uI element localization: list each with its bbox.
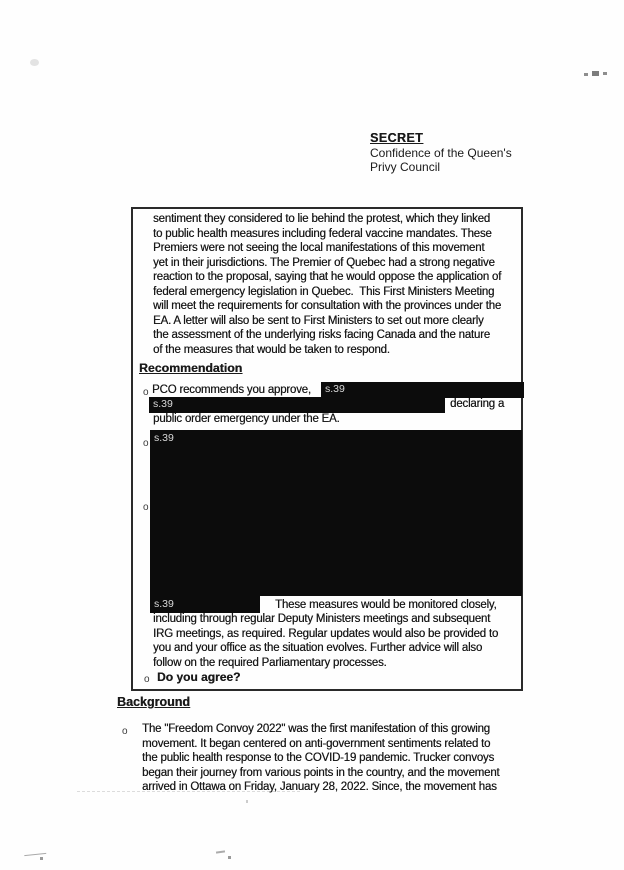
text-line: sentiment they considered to lie behind the protest, which they linked (153, 213, 490, 225)
text-line: federal emergency legislation in Quebec. This First Ministers Meeting (153, 285, 495, 298)
text-line: of the measures that would be taken to respond. (153, 343, 390, 356)
text-line: began their journey from various points in the country, and the movement (142, 766, 500, 779)
scan-artifact (30, 59, 39, 66)
scan-artifact (246, 800, 248, 803)
scan-artifact (40, 857, 43, 860)
text-line: IRG meetings, as required. Regular updates would also be provided to (153, 627, 499, 640)
intro-paragraph (153, 212, 501, 357)
bullet-marker: o (122, 726, 128, 737)
classification-level: SECRET (370, 131, 424, 145)
bullet-marker: o (143, 387, 149, 398)
scan-artifact (24, 848, 47, 856)
text-line: follow on the required Parliamentary processes. (153, 656, 387, 669)
rec-line3: public order emergency under the EA. (153, 413, 340, 425)
text-line: yet in their jurisdictions. The Premier of Quebec had a strong negative (153, 256, 495, 269)
redaction-label: s.39 (154, 432, 174, 444)
text-line: will meet the requirements for consultation with the provinces under the (153, 300, 502, 312)
memo-recommendation-box (131, 207, 523, 691)
redaction-bar (150, 596, 260, 613)
redaction-bar (149, 397, 445, 413)
text-line: you and your office as the situation evolves. Further advice will also (153, 642, 483, 654)
text-line: The "Freedom Convoy 2022" was the first manifestation of this growing (142, 723, 490, 735)
scan-artifact (592, 71, 599, 76)
monitor-first-line: These measures would be monitored closely, (275, 599, 497, 611)
agree-prompt: Do you agree? (157, 670, 241, 684)
redaction-block-large (150, 430, 522, 596)
bullet-marker: o (144, 674, 150, 685)
classification-caveat-line1: Confidence of the Queen's (370, 145, 512, 160)
redaction-label: s.39 (325, 383, 345, 395)
text-line: the public health response to the COVID-19 pandemic. Trucker convoys (142, 752, 495, 764)
recommendation-heading: Recommendation (139, 361, 243, 375)
text-line: the assessment of the underlying risks facing Canada and the nature (153, 329, 490, 341)
approve-text: PCO recommends you approve, (152, 384, 311, 396)
text-line: including through regular Deputy Ministers meetings and subsequent (153, 613, 491, 625)
text-line: EA. A letter will also be sent to First Ministers to set out more clearly (153, 314, 484, 327)
scan-artifact (584, 73, 588, 76)
redaction-label: s.39 (153, 398, 173, 410)
text-line: movement. It began centered on anti-government sentiments related to (142, 737, 491, 750)
declaring-text: declaring a (450, 398, 505, 410)
scan-artifact (603, 72, 607, 75)
background-paragraph (142, 722, 499, 795)
scan-artifact (216, 850, 225, 853)
text-line: Premiers were not seeing the local manifestations of this movement (153, 242, 485, 254)
bullet-marker: o (143, 502, 149, 513)
redaction-label: s.39 (154, 598, 174, 610)
classification-block (370, 131, 512, 175)
classification-caveat-line2: Privy Council (370, 160, 441, 174)
text-line: arrived in Ottawa on Friday, January 28, 2022. Since, the movement has (142, 781, 497, 793)
text-line: reaction to the proposal, saying that he would oppose the application of (153, 271, 502, 283)
text-line: to public health measures including federal vaccine mandates. These (153, 227, 492, 240)
bullet-marker: o (143, 438, 149, 449)
background-heading: Background (117, 695, 190, 709)
monitor-paragraph (153, 612, 498, 670)
scan-artifact (228, 856, 231, 859)
redaction-bar (321, 382, 524, 398)
